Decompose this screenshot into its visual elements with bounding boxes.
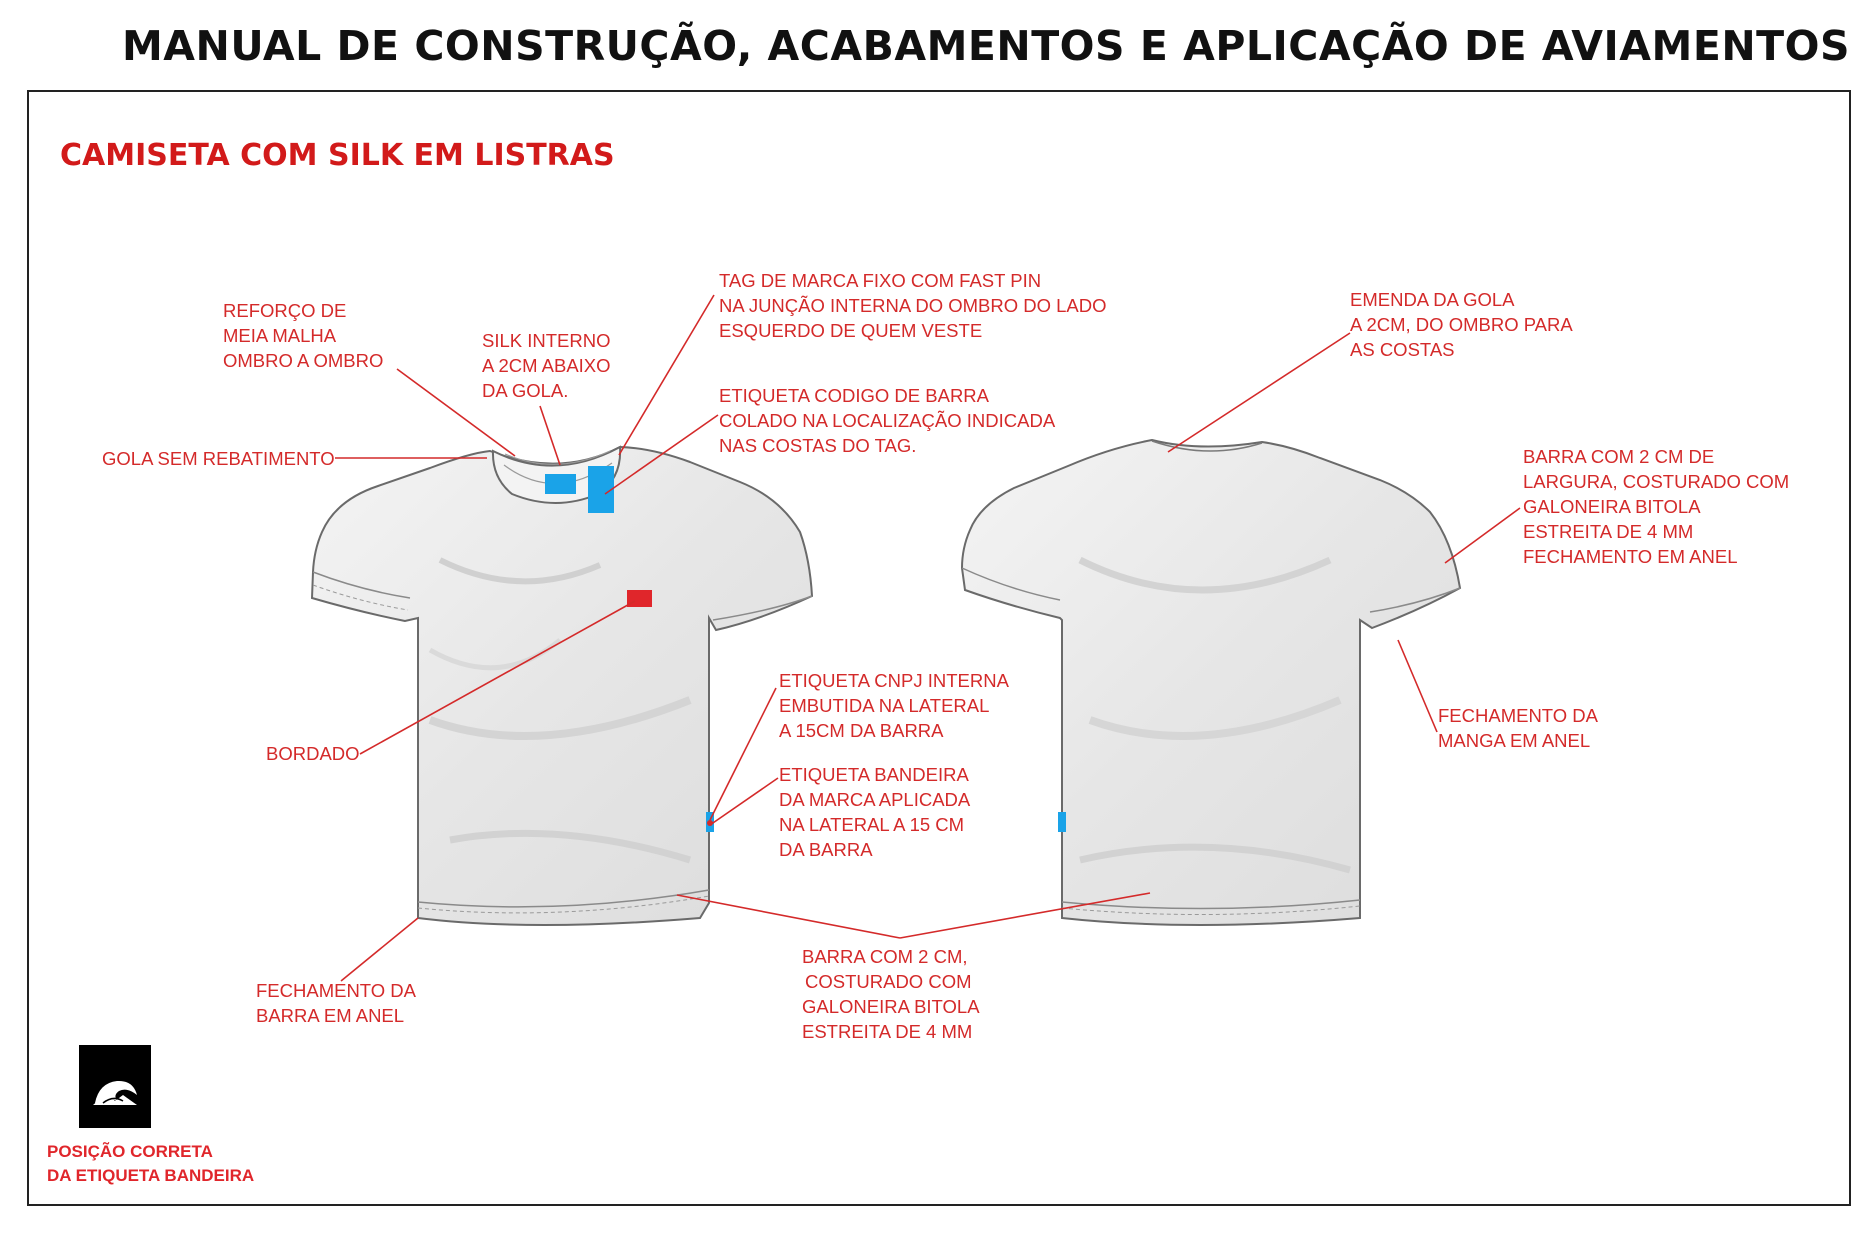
callout-fechamento-manga-line: FECHAMENTO DA <box>1438 705 1599 726</box>
callout-bandeira-line: DA BARRA <box>779 839 873 860</box>
callout-fechamento-barra-line: FECHAMENTO DA <box>256 980 417 1001</box>
callout-silk-line: SILK INTERNO <box>482 330 611 351</box>
brand-flag-label <box>79 1045 151 1128</box>
callout-cnpj <box>779 668 1009 743</box>
callout-barra-manga <box>1523 444 1789 569</box>
callout-tag <box>719 268 1107 343</box>
callout-etiqueta-codigo-line: NAS COSTAS DO TAG. <box>719 435 917 456</box>
callout-tag-line: ESQUERDO DE QUEM VESTE <box>719 320 983 341</box>
callout-gola-line: GOLA SEM REBATIMENTO <box>102 448 335 469</box>
page-title: MANUAL DE CONSTRUÇÃO, ACABAMENTOS E APLICAÇÃO DE AVIAMENTOS <box>122 22 1850 70</box>
callout-bandeira-line: DA MARCA APLICADA <box>779 789 971 810</box>
callout-emenda <box>1350 287 1573 362</box>
callout-fechamento-manga-line: MANGA EM ANEL <box>1438 730 1591 751</box>
callout-bandeira-line: ETIQUETA BANDEIRA <box>779 764 969 785</box>
callout-cnpj-line: EMBUTIDA NA LATERAL <box>779 695 990 716</box>
flag-caption-line: POSIÇÃO CORRETA <box>47 1142 213 1161</box>
callout-etiqueta-codigo-line: COLADO NA LOCALIZAÇÃO INDICADA <box>719 410 1056 431</box>
callout-etiqueta-codigo-line: ETIQUETA CODIGO DE BARRA <box>719 385 990 406</box>
callout-barra-manga-line: FECHAMENTO EM ANEL <box>1523 546 1738 567</box>
callout-barra-manga-line: GALONEIRA BITOLA <box>1523 496 1701 517</box>
callout-fechamento-barra-line: BARRA EM ANEL <box>256 1005 405 1026</box>
bordado-marker <box>627 590 652 607</box>
callout-fechamento-barra <box>256 978 416 1028</box>
callout-silk-line: DA GOLA. <box>482 380 569 401</box>
flag-caption <box>47 1140 254 1188</box>
callout-tag-line: NA JUNÇÃO INTERNA DO OMBRO DO LADO <box>719 295 1107 316</box>
callout-reforco-line: MEIA MALHA <box>223 325 337 346</box>
callout-barra-frente <box>802 944 980 1044</box>
callout-reforco-line: OMBRO A OMBRO <box>223 350 384 371</box>
sheet-title: CAMISETA COM SILK EM LISTRAS <box>60 138 615 173</box>
callout-cnpj-line: ETIQUETA CNPJ INTERNA <box>779 670 1009 691</box>
callout-barra-frente-line: COSTURADO COM <box>805 971 972 992</box>
callout-emenda-line: EMENDA DA GOLA <box>1350 289 1515 310</box>
callout-bordado <box>266 741 360 766</box>
callout-bandeira <box>779 762 970 862</box>
front-tshirt <box>312 447 812 925</box>
callout-silk <box>482 328 611 403</box>
callout-barra-manga-line: LARGURA, COSTURADO COM <box>1523 471 1790 492</box>
callout-gola <box>102 446 335 471</box>
callout-emenda-line: AS COSTAS <box>1350 339 1455 360</box>
callout-barra-frente-line: BARRA COM 2 CM, <box>802 946 968 967</box>
callout-etiqueta-codigo <box>719 383 1055 458</box>
callout-bordado-line: BORDADO <box>266 743 360 764</box>
callout-reforco <box>223 298 383 373</box>
callout-barra-manga-line: ESTREITA DE 4 MM <box>1523 521 1694 542</box>
callout-tag-line: TAG DE MARCA FIXO COM FAST PIN <box>719 270 1042 291</box>
callout-silk-line: A 2CM ABAIXO <box>482 355 611 376</box>
callout-barra-manga-line: BARRA COM 2 CM DE <box>1523 446 1715 467</box>
callout-reforco-line: REFORÇO DE <box>223 300 347 321</box>
callout-emenda-line: A 2CM, DO OMBRO PARA <box>1350 314 1573 335</box>
back-bandeira-marker <box>1058 812 1066 832</box>
silk-marker <box>545 474 576 494</box>
brand-logo-icon <box>79 1045 151 1128</box>
callout-bandeira-line: NA LATERAL A 15 CM <box>779 814 965 835</box>
flag-caption-line: DA ETIQUETA BANDEIRA <box>47 1166 255 1185</box>
callout-cnpj-line: A 15CM DA BARRA <box>779 720 944 741</box>
callout-barra-frente-line: ESTREITA DE 4 MM <box>802 1021 973 1042</box>
back-tshirt <box>962 440 1460 925</box>
callout-fechamento-manga <box>1438 703 1598 753</box>
callout-barra-frente-line: GALONEIRA BITOLA <box>802 996 980 1017</box>
